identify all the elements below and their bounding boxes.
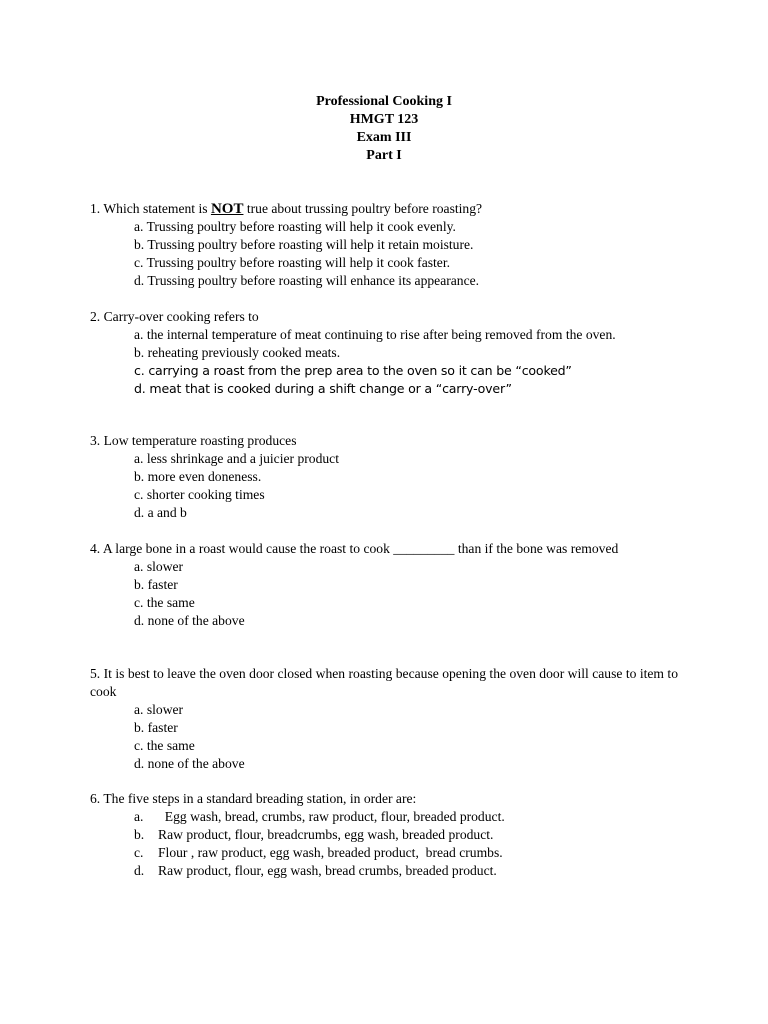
answer-option: b. Trussing poultry before roasting will help it retain moisture. [134,237,474,252]
option-text: Raw product, flour, breadcrumbs, egg wash, breaded product. [158,827,494,842]
answer-option: b. faster [134,577,178,592]
question-1 [90,200,678,290]
answer-option: c. shorter cooking times [134,487,265,502]
answer-option [90,844,678,862]
question-stem: 5. It is best to leave the oven door closed when roasting because opening the oven door will cause to item to cook [90,666,678,699]
answer-option: d. meat that is cooked during a shift change or a “carry-over” [134,381,512,396]
option-letter: c. [134,845,144,860]
question-6 [90,790,678,880]
answer-option: a. the internal temperature of meat continuing to rise after being removed from the oven. [134,327,616,342]
answer-option: a. slower [134,702,184,717]
answer-option: d. none of the above [134,756,245,771]
option-text: Raw product, flour, egg wash, bread crumbs, breaded product. [158,863,497,878]
question-stem: 3. Low temperature roasting produces [90,433,297,448]
question-4 [90,540,678,630]
course-code: HMGT 123 [349,112,419,127]
question-5 [90,665,678,773]
answer-option: c. the same [134,595,195,610]
answer-option [90,808,678,826]
exam-part: Part I [366,148,402,163]
answer-option [90,826,678,844]
answer-option: c. carrying a roast from the prep area to the oven so it can be “cooked” [134,363,572,378]
question-stem: 2. Carry-over cooking refers to [90,309,259,324]
exam-title: Exam III [356,130,412,145]
question-stem: 6. The five steps in a standard breading station, in order are: [90,791,417,806]
option-letter: b. [134,827,145,842]
answer-option: c. the same [134,738,195,753]
answer-option: c. Trussing poultry before roasting will help it cook faster. [134,255,451,270]
stem-emphasis: NOT [210,201,244,217]
answer-option: d. none of the above [134,613,245,628]
answer-option: b. faster [134,720,178,735]
answer-option: b. more even doneness. [134,469,262,484]
answer-option: a. slower [134,559,184,574]
option-letter: d. [134,863,145,878]
option-text: Flour , raw product, egg wash, breaded product, bread crumbs. [158,845,503,860]
option-letter: a. [134,809,144,824]
stem-text: 1. Which statement is [90,201,211,216]
answer-option: d. Trussing poultry before roasting will enhance its appearance. [134,273,480,288]
stem-text: true about trussing poultry before roasting? [243,201,483,216]
answer-option: a. less shrinkage and a juicier product [134,451,339,466]
question-3 [90,432,678,522]
answer-option [90,862,678,880]
option-text: Egg wash, bread, crumbs, raw product, flour, breaded product. [158,809,505,824]
question-stem: 4. A large bone in a roast would cause the roast to cook _________ than if the bone was removed [90,541,619,556]
answer-option: b. reheating previously cooked meats. [134,345,341,360]
exam-header [0,93,768,165]
question-2 [90,308,678,398]
answer-option: a. Trussing poultry before roasting will help it cook evenly. [134,219,456,234]
answer-option: d. a and b [134,505,187,520]
question-stem [90,200,678,218]
course-title: Professional Cooking I [316,94,452,109]
